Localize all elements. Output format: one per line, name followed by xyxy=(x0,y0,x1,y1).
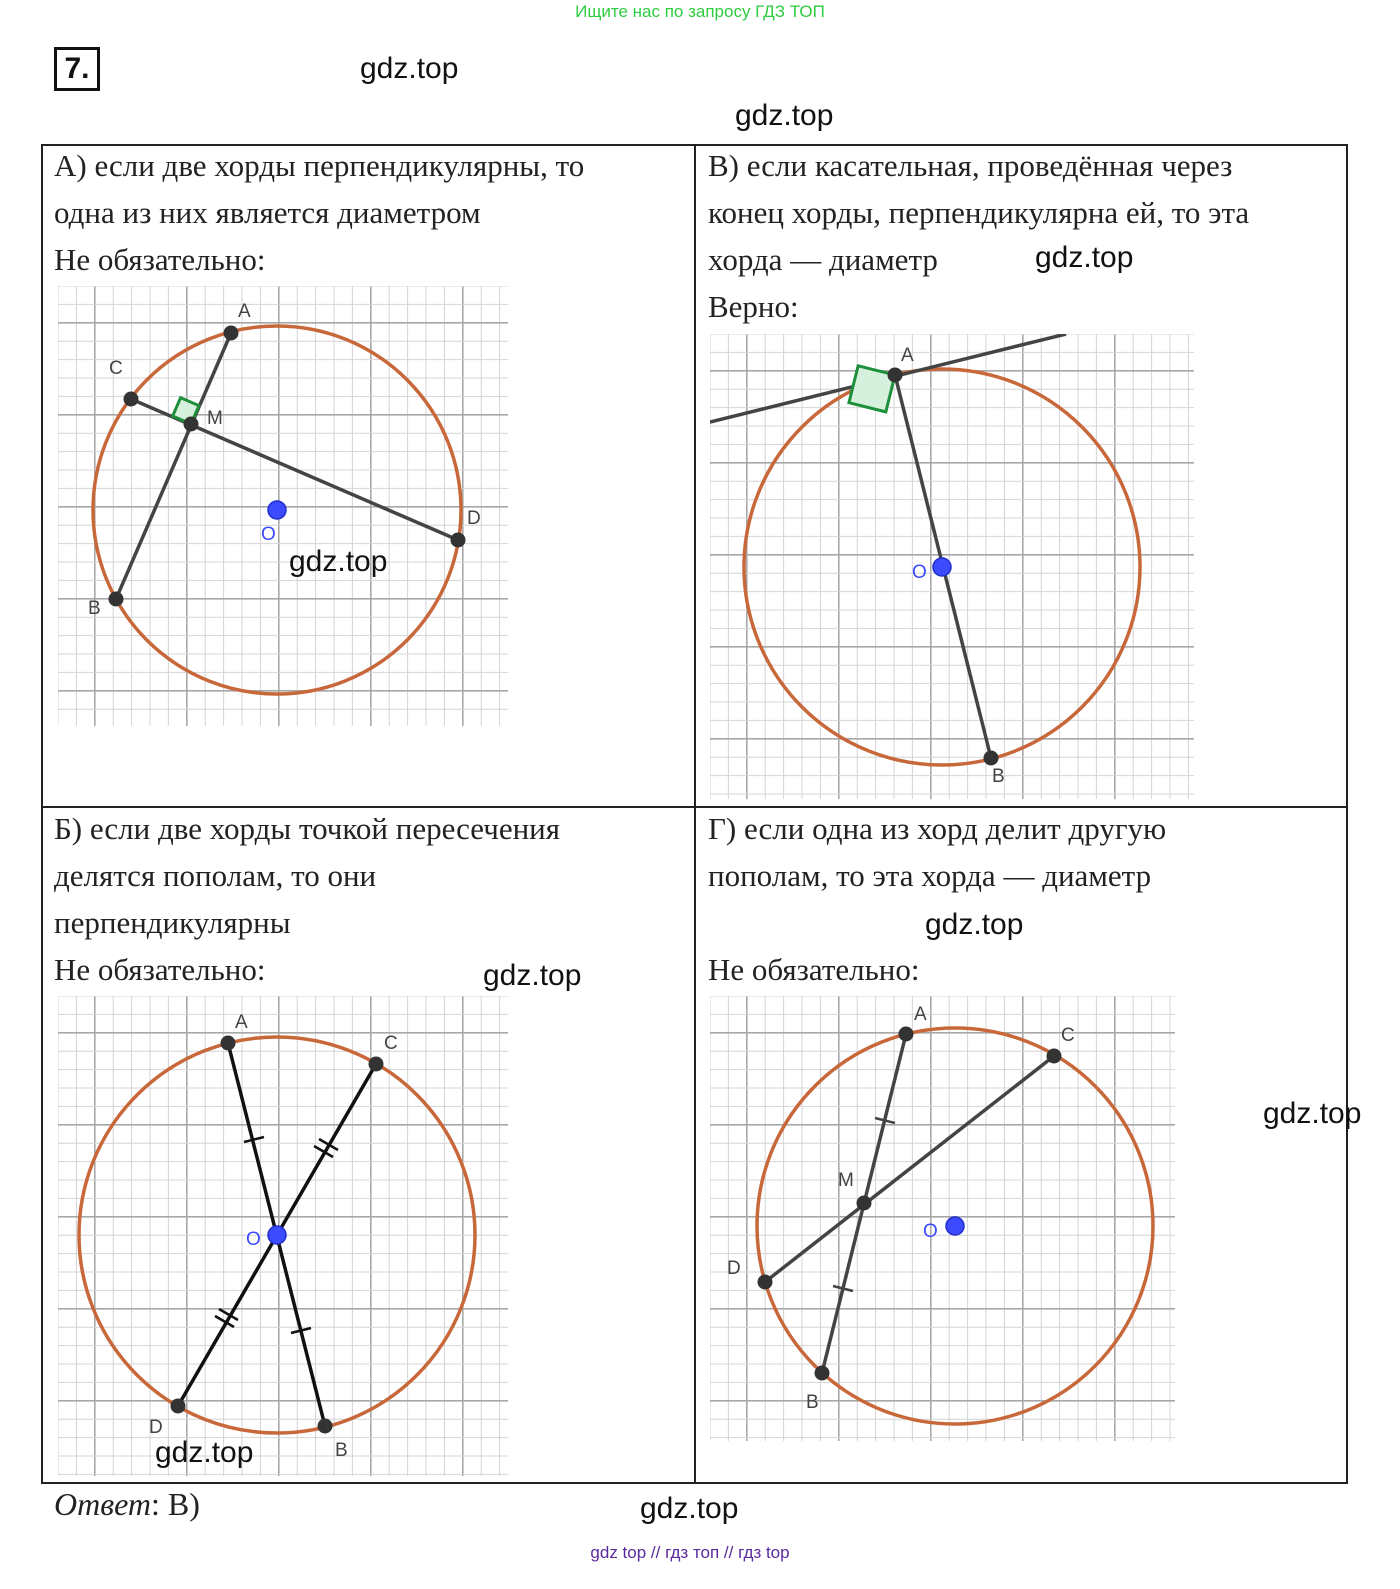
label-m: M xyxy=(207,408,223,429)
answer-value: : В) xyxy=(151,1486,200,1522)
cell-g-line: пополам, то эта хорда — диаметр xyxy=(708,858,1152,893)
point-b xyxy=(318,1419,333,1434)
point-d xyxy=(451,533,466,548)
point-o xyxy=(268,1226,286,1244)
chord-cd xyxy=(765,1056,1054,1282)
label-b: B xyxy=(992,766,1005,787)
cell-v-text xyxy=(708,142,1249,330)
table-divider-vertical xyxy=(694,144,696,1484)
label-d: D xyxy=(467,508,481,529)
point-d xyxy=(758,1275,773,1290)
cell-b-line: Б) если две хорды точкой пересечения xyxy=(54,811,561,846)
figure-v xyxy=(710,334,1194,799)
cell-g-verdict: Не обязательно: xyxy=(708,952,920,987)
point-b xyxy=(984,751,999,766)
watermark: gdz.top xyxy=(360,52,459,85)
label-a: A xyxy=(914,1004,927,1025)
label-a: A xyxy=(901,345,914,366)
label-o: O xyxy=(912,562,927,583)
point-m xyxy=(857,1196,872,1211)
search-banner: Ищите нас по запросу ГДЗ ТОП xyxy=(575,2,825,21)
figure-a xyxy=(58,286,508,726)
cell-g-text xyxy=(708,805,1166,899)
cell-a-line: одна из них является диаметром xyxy=(54,195,481,230)
cell-v-line: хорда — диаметр xyxy=(708,242,938,277)
watermark: gdz.top xyxy=(155,1436,254,1469)
point-c xyxy=(124,392,139,407)
point-c xyxy=(1047,1049,1062,1064)
answer-label: Ответ xyxy=(54,1486,151,1522)
footer-links: gdz top // гдз топ // гдз top xyxy=(590,1543,790,1562)
watermark: gdz.top xyxy=(1263,1097,1362,1130)
point-d xyxy=(171,1399,186,1414)
figure-g xyxy=(710,996,1175,1441)
point-b xyxy=(815,1366,830,1381)
label-o: O xyxy=(923,1221,938,1242)
figure-b xyxy=(58,996,508,1476)
cell-a-text xyxy=(54,142,584,283)
watermark: gdz.top xyxy=(640,1492,739,1525)
point-o xyxy=(946,1217,964,1235)
point-a xyxy=(221,1036,236,1051)
cell-g-line: Г) если одна из хорд делит другую xyxy=(708,811,1167,846)
grid xyxy=(710,996,1175,1441)
point-a xyxy=(899,1027,914,1042)
chord-ab xyxy=(116,333,231,599)
label-a: A xyxy=(235,1012,248,1033)
label-d: D xyxy=(149,1417,163,1438)
point-a xyxy=(224,326,239,341)
label-d: D xyxy=(727,1258,741,1279)
cell-b-verdict: Не обязательно: xyxy=(54,952,266,987)
cell-b-line: делятся пополам, то они xyxy=(54,858,377,893)
task-number: 7. xyxy=(54,47,100,91)
watermark: gdz.top xyxy=(1035,241,1134,274)
cell-a-line: А) если две хорды перпендикулярны, то xyxy=(54,148,585,183)
label-o: O xyxy=(261,524,276,545)
watermark: gdz.top xyxy=(289,545,388,578)
label-c: C xyxy=(384,1033,398,1054)
watermark: gdz.top xyxy=(925,908,1024,941)
label-b: B xyxy=(88,598,101,619)
cell-v-line: конец хорды, перпендикулярна ей, то эта xyxy=(708,195,1250,230)
cell-a-verdict: Не обязательно: xyxy=(54,242,266,277)
label-o: O xyxy=(246,1229,261,1250)
point-o xyxy=(933,558,951,576)
point-a xyxy=(888,368,903,383)
point-o xyxy=(268,501,286,519)
label-m: M xyxy=(838,1170,854,1191)
cell-b-line: перпендикулярны xyxy=(54,905,291,940)
point-c xyxy=(369,1057,384,1072)
watermark: gdz.top xyxy=(483,959,582,992)
label-b: B xyxy=(806,1392,819,1413)
label-a: A xyxy=(238,301,251,322)
point-b xyxy=(109,592,124,607)
cell-v-line: В) если касательная, проведённая через xyxy=(708,148,1233,183)
watermark: gdz.top xyxy=(735,99,834,132)
label-c: C xyxy=(1061,1025,1075,1046)
point-m xyxy=(184,417,199,432)
label-c: C xyxy=(109,358,123,379)
label-b: B xyxy=(335,1440,348,1461)
cell-v-verdict: Верно: xyxy=(708,289,799,324)
answer xyxy=(54,1486,200,1523)
